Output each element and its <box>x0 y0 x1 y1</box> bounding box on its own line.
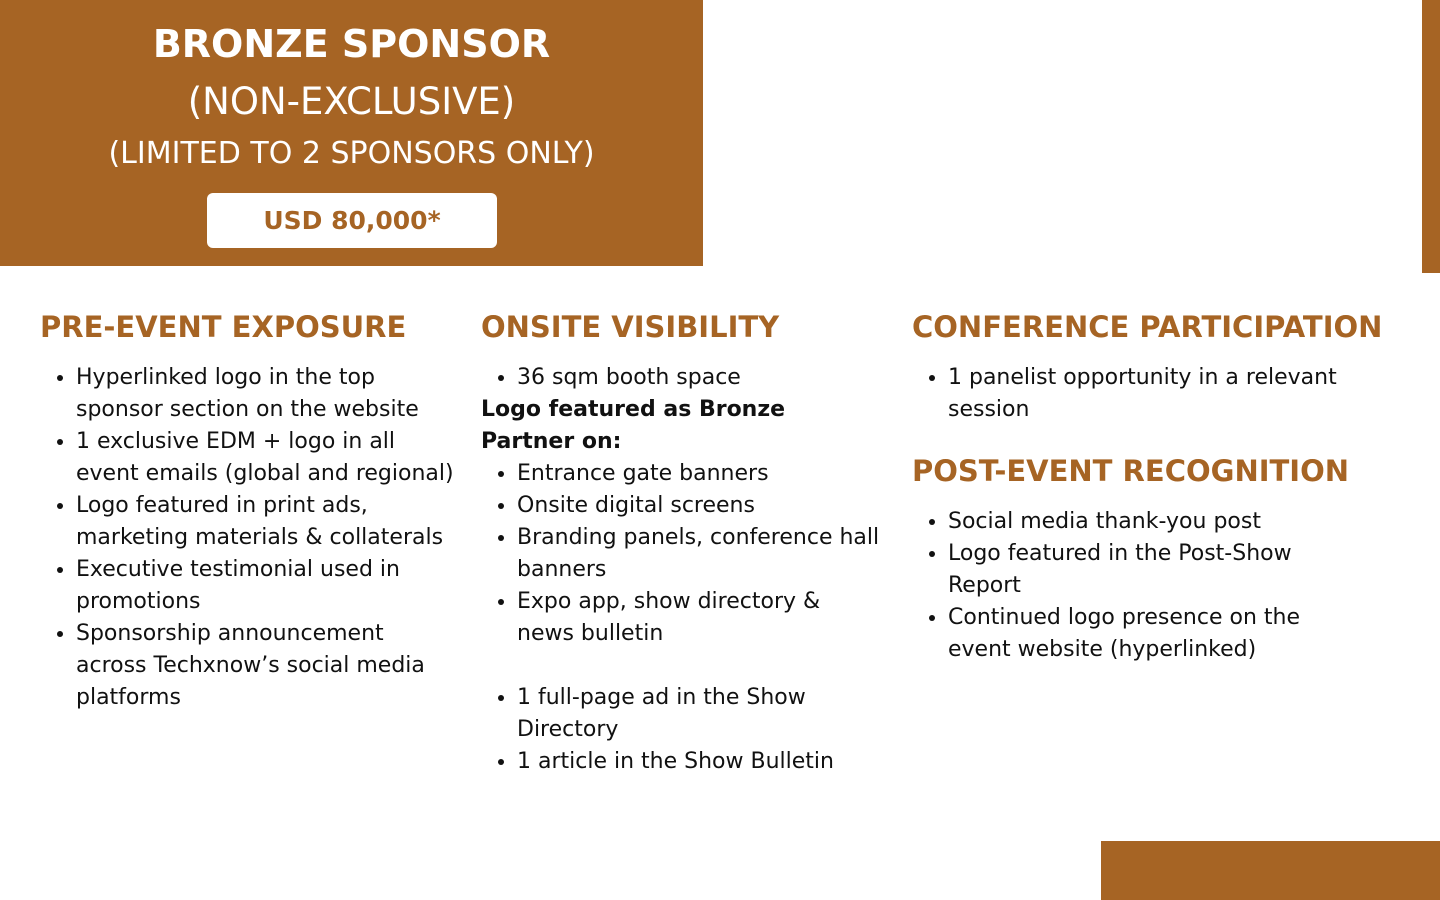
list-item: • Entrance gate banners <box>517 458 881 490</box>
accent-bar-right <box>1422 0 1440 273</box>
list-item: • Sponsorship announcement across Techxnow’s social media platforms <box>76 618 460 714</box>
logo-partner-subheading: Logo featured as Bronze Partner on: <box>481 397 786 454</box>
tier-limit-note: (LIMITED TO 2 SPONSORS ONLY) <box>108 136 595 171</box>
list-item: • Branding panels, conference hall banners <box>517 522 881 586</box>
list-item: • 1 panelist opportunity in a relevant session <box>948 362 1388 426</box>
list-spacer <box>481 650 881 682</box>
post-event-list <box>912 506 1368 666</box>
conference-list <box>912 362 1388 426</box>
pre-event-section <box>40 308 460 714</box>
list-item: • Onsite digital screens <box>517 490 881 522</box>
list-item: • Logo featured in the Post-Show Report <box>948 538 1368 602</box>
pre-event-list <box>40 362 460 714</box>
list-item: • 36 sqm booth space <box>517 362 881 394</box>
onsite-section <box>481 308 881 778</box>
list-item: • Continued logo presence on the event website (hyperlinked) <box>948 602 1368 666</box>
section-heading-post-event: POST-EVENT RECOGNITION <box>912 454 1349 488</box>
list-item: • 1 exclusive EDM + logo in all event emails (global and regional) <box>76 426 460 490</box>
list-item: • 1 article in the Show Bulletin <box>517 746 881 778</box>
onsite-media-list <box>481 682 881 778</box>
price-badge: USD 80,000* <box>207 193 497 248</box>
conference-post-event-section <box>912 308 1412 666</box>
list-item: • Logo featured in print ads, marketing materials & collaterals <box>76 490 460 554</box>
accent-block-bottom <box>1101 841 1440 900</box>
list-item: • Executive testimonial used in promotions <box>76 554 460 618</box>
list-item: • Hyperlinked logo in the top sponsor section on the website <box>76 362 460 426</box>
section-heading-pre-event: PRE-EVENT EXPOSURE <box>40 310 407 344</box>
tier-header <box>0 0 703 266</box>
onsite-logo-list <box>481 458 881 650</box>
onsite-booth-list <box>481 362 881 394</box>
section-heading-conference: CONFERENCE PARTICIPATION <box>912 310 1383 344</box>
list-item: • Expo app, show directory & news bulletin <box>517 586 881 650</box>
section-heading-onsite: ONSITE VISIBILITY <box>481 310 780 344</box>
list-item: • Social media thank-you post <box>948 506 1368 538</box>
tier-subtitle: (NON-EXCLUSIVE) <box>187 80 516 123</box>
list-item: • 1 full-page ad in the Show Directory <box>517 682 881 746</box>
tier-title: BRONZE SPONSOR <box>152 22 551 66</box>
